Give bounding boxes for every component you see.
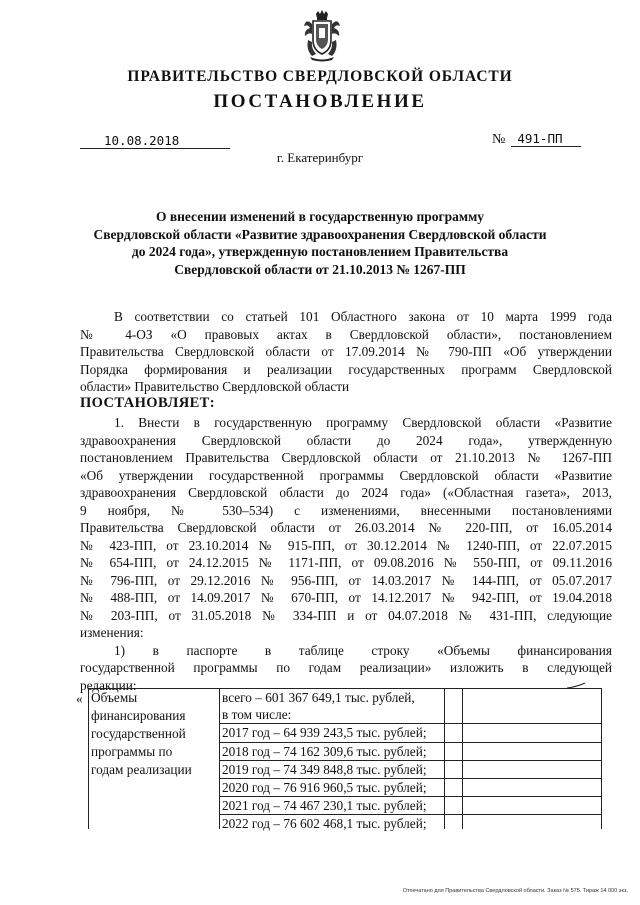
table-row: 2021 год – 74 467 230,1 тыс. рублей; xyxy=(220,797,601,815)
label-cell-line: государственной xyxy=(91,726,186,741)
document-number: 491-ПП xyxy=(511,131,581,147)
subitem-line: 1) в паспорте в таблице строку «Объемы финансирования xyxy=(114,642,612,658)
resolves-heading: ПОСТАНОВЛЯЕТ: xyxy=(80,395,215,411)
title-line: О внесении изменений в государственную программу xyxy=(155,209,485,224)
print-footer: Отпечатано для Правительства Свердловской области. Заказ № 575. Тираж 14 000 экз. xyxy=(402,888,628,894)
government-name: ПРАВИТЕЛЬСТВО СВЕРДЛОВСКОЙ ОБЛАСТИ xyxy=(127,68,513,85)
label-cell-line: программы по xyxy=(91,744,173,759)
funding-table xyxy=(88,688,602,832)
table-column-rule xyxy=(462,689,463,829)
item1-line: 9 ноября, № 530–534) с изменениями, внесенными постановлениями xyxy=(80,502,612,518)
open-quote: « xyxy=(76,691,83,706)
table-row: в том числе: xyxy=(220,706,601,724)
document-date: 10.08.2018 xyxy=(80,133,230,149)
item1-line: № 654-ПП, от 24.12.2015 № 1171-ПП, от 09.08.2016 № 550-ПП, от 09.11.2016 xyxy=(80,555,612,570)
item1-line: № 488-ПП, от 14.09.2017 № 670-ПП, от 14.12.2017 № 942-ПП, от 19.04.2018 xyxy=(80,590,612,605)
city: г. Екатеринбург xyxy=(276,150,364,165)
item1-line: постановлением Правительства Свердловской области от 21.10.2013 № 1267-ПП xyxy=(80,450,612,465)
item1-line: № 796-ПП, от 29.12.2016 № 956-ПП, от 14.03.2017 № 144-ПП, от 05.07.2017 xyxy=(80,572,612,588)
table-row: 2020 год – 76 916 960,5 тыс. рублей; xyxy=(220,779,601,797)
item1-line: 1. Внести в государственную программу Свердловской области «Развитие xyxy=(114,415,612,430)
preamble-line: Правительства Свердловской области от 17.09.2014 № 790-ПП «Об утверждении xyxy=(80,344,612,359)
table-row: 2022 год – 76 602 468,1 тыс. рублей; xyxy=(222,816,427,832)
label-cell xyxy=(89,689,220,829)
title-line: Свердловской области «Развитие здравоохранения Свердловской области xyxy=(93,226,547,242)
label-cell-line: Объемы xyxy=(91,690,138,705)
table-row: всего – 601 367 649,1 тыс. рублей, xyxy=(222,690,415,705)
label-cell-line: годам реализации xyxy=(91,762,192,777)
subitem-line: государственной программы по годам реализации» изложить в следующей xyxy=(80,660,612,675)
check-mark-icon xyxy=(566,682,586,690)
subitem-line: редакции: xyxy=(80,677,137,693)
table-row: 2017 год – 64 939 243,5 тыс. рублей; xyxy=(220,724,601,742)
table-row: 2019 год – 74 349 848,8 тыс. рублей; xyxy=(220,761,601,779)
item1-line: здравоохранения Свердловской области до 2024 года» («Областная газета», 2013, xyxy=(80,485,612,500)
value-cell xyxy=(220,689,601,833)
preamble-line: области» Правительство Свердловской области xyxy=(80,379,350,394)
number-sign: № xyxy=(492,132,506,147)
preamble-line: В соответствии со статьей 101 Областного закона от 10 марта 1999 года xyxy=(114,309,612,324)
item1-line: Правительства Свердловской области от 26.03.2014 № 220-ПП, от 16.05.2014 xyxy=(80,520,612,535)
preamble-line: № 4-ОЗ «О правовых актах в Свердловской области», постановлением xyxy=(80,326,612,342)
document-type: ПОСТАНОВЛЕНИЕ xyxy=(213,91,427,112)
title-line: до 2024 года», утвержденную постановлением Правительства xyxy=(131,244,509,259)
coat-of-arms-emblem xyxy=(302,10,342,62)
table-row: 2018 год – 74 162 309,6 тыс. рублей; xyxy=(220,743,601,761)
table-column-rule xyxy=(444,689,445,829)
label-cell-line: финансирования xyxy=(91,708,186,723)
item1-line: № 423-ПП, от 23.10.2014 № 915-ПП, от 30.12.2014 № 1240-ПП, от 22.07.2015 xyxy=(80,537,612,553)
document-title xyxy=(70,208,570,278)
item1-line: изменения: xyxy=(80,625,144,640)
preamble-line: Порядка формирования и реализации государственных программ Свердловской xyxy=(80,361,612,377)
title-line: Свердловской области от 21.10.2013 № 1267-ПП xyxy=(174,261,466,277)
item1-line: «Об утверждении государственной программы Свердловской области «Развитие xyxy=(80,467,612,483)
item1-line: здравоохранения Свердловской области до 2024 года», утвержденную xyxy=(80,432,612,448)
item1-line: № 203-ПП, от 31.05.2018 № 334-ПП и от 04.07.2018 № 431-ПП, следующие xyxy=(80,607,612,623)
document-number-block xyxy=(492,131,581,148)
